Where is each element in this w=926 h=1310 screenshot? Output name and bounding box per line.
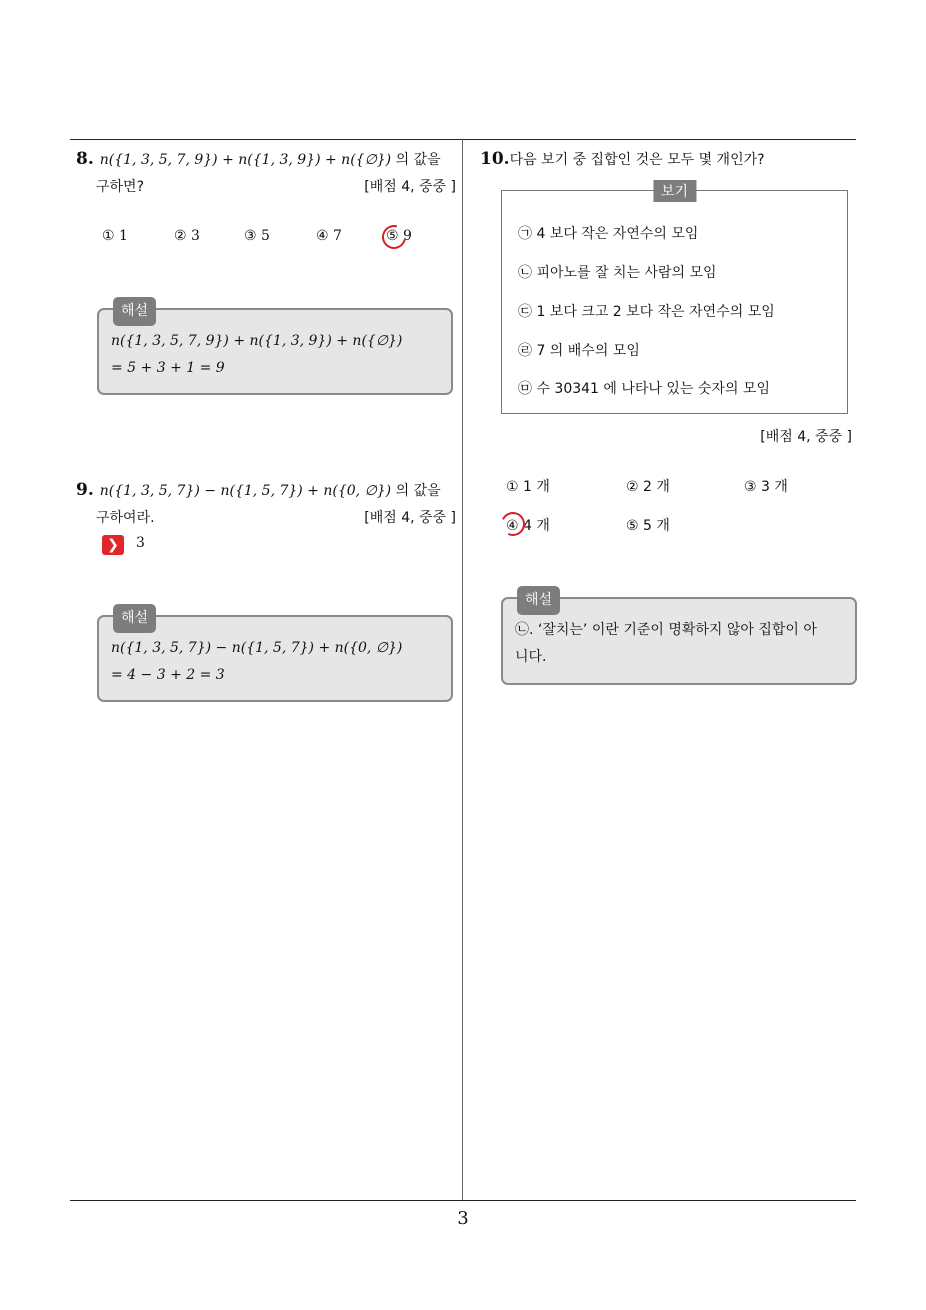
bogi-label: 보기 [653, 180, 696, 202]
explanation-line-2: 니다. [515, 649, 547, 665]
bogi-item: ㉢ 1 보다 크고 2 보다 작은 자연수의 모임 [518, 304, 775, 320]
score-label: [배점 4, 중중 ] [364, 179, 456, 195]
choice-2[interactable]: ② 3 [174, 228, 200, 244]
question-number: 8. [76, 149, 94, 169]
question-expression: n({1, 3, 5, 7}) − n({1, 5, 7}) + n({0, ∅}) [99, 483, 392, 499]
q9-answer: 3 [136, 535, 145, 551]
choice-4[interactable]: ④ 4 개 [506, 518, 550, 534]
choice-3[interactable]: ③ 5 [244, 228, 270, 244]
question-tail: 의 값을 [391, 483, 441, 499]
explanation-line-1: n({1, 3, 5, 7}) − n({1, 5, 7}) + n({0, ∅}) [111, 640, 403, 656]
explanation-line-1: n({1, 3, 5, 7, 9}) + n({1, 3, 9}) + n({∅}) [111, 333, 403, 349]
choice-1[interactable]: ① 1 [102, 228, 128, 244]
q8-choices [102, 228, 442, 252]
bogi-box [501, 184, 848, 414]
explanation-line-2: = 4 − 3 + 2 = 3 [111, 667, 225, 683]
question-number: 10. [480, 149, 510, 169]
explanation-line-1: ㉡. ‘잘치는’ 이란 기준이 명확하지 않아 집합이 아 [515, 622, 817, 638]
question-8 [76, 146, 456, 201]
q9-explanation [97, 610, 453, 702]
choice-1[interactable]: ① 1 개 [506, 479, 550, 495]
question-number: 9. [76, 480, 94, 500]
choice-3[interactable]: ③ 3 개 [744, 479, 788, 495]
question-tail: 의 값을 [391, 152, 441, 168]
choice-5[interactable]: ⑤ 9 [386, 228, 412, 244]
explanation-line-2: = 5 + 3 + 1 = 9 [111, 360, 225, 376]
bogi-item: ㉤ 수 30341 에 나타나 있는 숫자의 모임 [518, 381, 770, 397]
score-label: [배점 4, 중중 ] [364, 510, 456, 526]
bogi-item: ㉠ 4 보다 작은 자연수의 모임 [518, 226, 699, 242]
question-expression: n({1, 3, 5, 7, 9}) + n({1, 3, 9}) + n({∅}) [99, 152, 392, 168]
bogi-item: ㉡ 피아노를 잘 치는 사람의 모임 [518, 265, 717, 281]
score-label: [배점 4, 중중 ] [760, 429, 852, 445]
q10-choices [506, 476, 846, 546]
question-10 [480, 146, 850, 174]
explanation-label: 해설 [517, 586, 560, 615]
column-divider [462, 139, 463, 1200]
question-9 [76, 477, 456, 532]
question-line2: 구하면? [96, 179, 145, 195]
q8-explanation [97, 303, 453, 395]
choice-2[interactable]: ② 2 개 [626, 479, 670, 495]
top-rule [70, 139, 856, 140]
question-text: 다음 보기 중 집합인 것은 모두 몇 개인가? [509, 152, 765, 168]
selected-answer-mark [378, 221, 411, 254]
q10-explanation [501, 592, 857, 685]
choice-5[interactable]: ⑤ 5 개 [626, 518, 670, 534]
choice-4[interactable]: ④ 7 [316, 228, 342, 244]
answer-arrow-icon: ❯ [102, 535, 124, 555]
explanation-label: 해설 [113, 604, 156, 633]
bottom-rule [70, 1200, 856, 1201]
explanation-label: 해설 [113, 297, 156, 326]
question-line2: 구하여라. [96, 510, 155, 526]
bogi-item: ㉣ 7 의 배수의 모임 [518, 343, 640, 359]
page-number: 3 [457, 1208, 469, 1229]
